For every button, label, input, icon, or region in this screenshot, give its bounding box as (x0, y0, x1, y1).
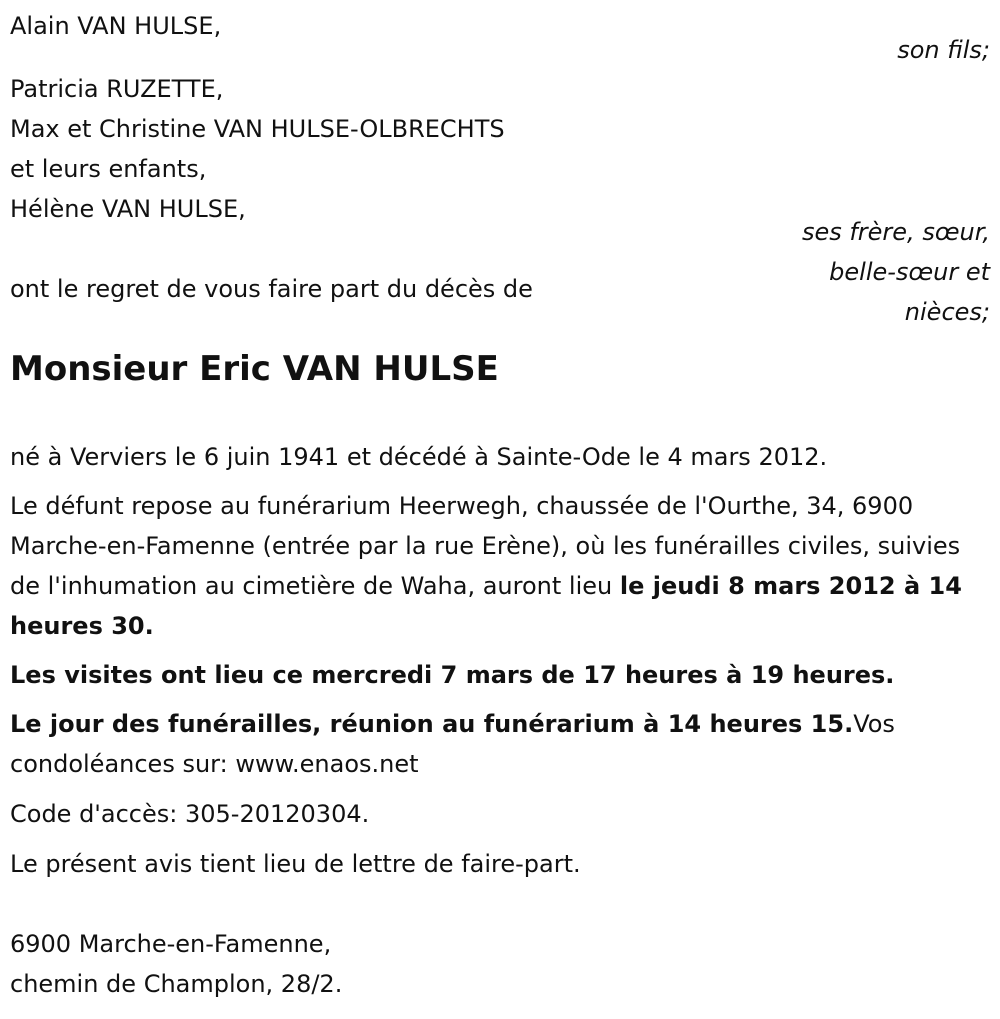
address-line: 6900 Marche-en-Famenne, (10, 930, 332, 958)
son-role: son fils; (897, 36, 990, 64)
siblings-role: nièces; (904, 298, 990, 326)
siblings-role: belle-sœur et (829, 258, 990, 286)
access-code: Code d'accès: 305-20120304. (10, 800, 370, 828)
son-name: Alain VAN HULSE, (10, 12, 222, 40)
sibling-line: et leurs enfants, (10, 155, 207, 183)
visits: Les visites ont lieu ce mercredi 7 mars de 17 heures à 19 heures. (10, 661, 895, 689)
regret-text: ont le regret de vous faire part du décès de (10, 275, 533, 303)
meeting-text: Le jour des funérailles, réunion au funérarium à 14 heures 15. (10, 710, 854, 738)
funeral-date: le jeudi 8 mars 2012 à 14 heures 30. (10, 572, 962, 640)
meeting-paragraph (10, 704, 990, 784)
sibling-line: Hélène VAN HULSE, (10, 195, 246, 223)
birth-death: né à Verviers le 6 juin 1941 et décédé à Sainte-Ode le 4 mars 2012. (10, 443, 828, 471)
sibling-line: Max et Christine VAN HULSE-OLBRECHTS (10, 115, 505, 143)
condolences: Vos condoléances sur: www.enaos.net (10, 710, 895, 778)
deceased-name: Monsieur Eric VAN HULSE (10, 349, 499, 389)
repose-text: Le défunt repose au funérarium Heerwegh, chaussée de l'Ourthe, 34, 6900 Marche-en-Famenne (entrée par la rue Erène), où les funérailles civiles, suivies de l'inhumation au cimetière de Waha, auront lieu (10, 492, 961, 600)
address-line: chemin de Champlon, 28/2. (10, 970, 343, 998)
notice: Le présent avis tient lieu de lettre de faire-part. (10, 850, 581, 878)
repose-paragraph (10, 486, 990, 646)
siblings-role: ses frère, sœur, (801, 218, 990, 246)
sibling-line: Patricia RUZETTE, (10, 75, 224, 103)
